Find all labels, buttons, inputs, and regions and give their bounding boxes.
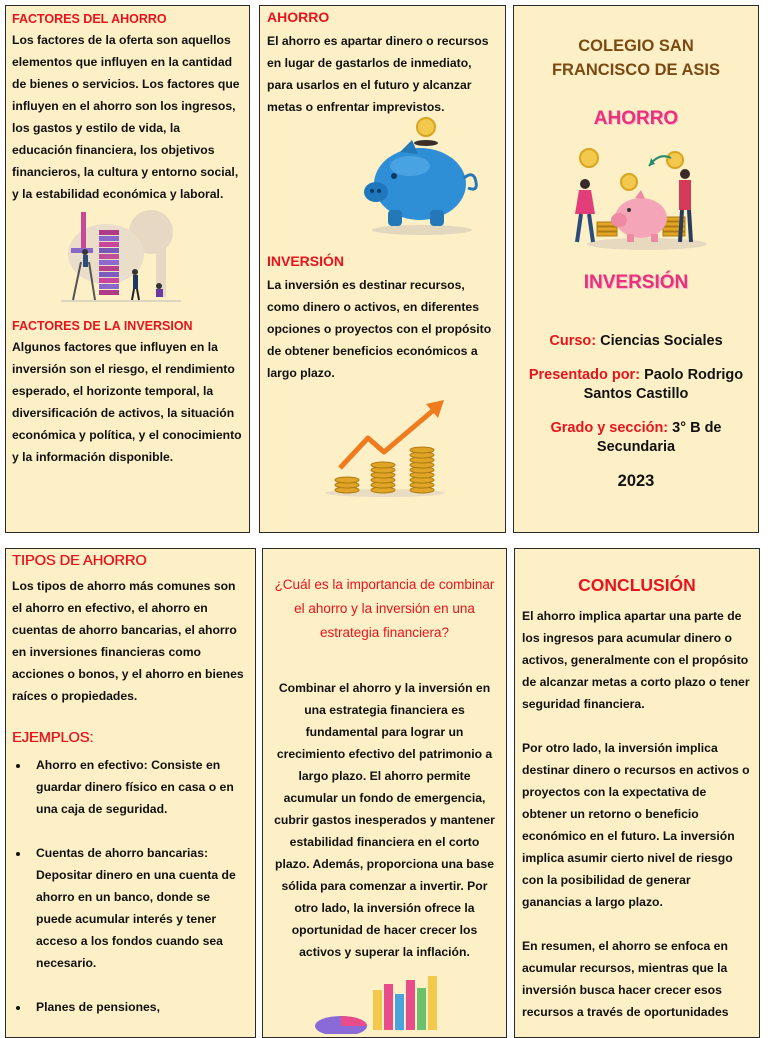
growth-coins-illustration — [320, 398, 450, 498]
cover-word-inversion: INVERSIÓN — [583, 272, 689, 293]
jenga-illustration — [61, 202, 191, 307]
bar-chart-illustration — [311, 974, 451, 1034]
course-line — [522, 332, 750, 351]
presented-by-label: Presentado por: — [528, 367, 641, 383]
text-inversion: La inversión es destinar recursos, como dinero o activos, en diferentes opciones o proyectos con el propósito de obtener beneficios económicos a largo plazo. — [267, 278, 492, 380]
conclusion-p1: El ahorro implica apartar una parte de los ingresos para acumular dinero o activos, generalmente con el propósito de alcanzar metas a corto plazo o tener seguridad financiera. — [522, 609, 750, 711]
title-factores-ahorro: FACTORES DEL AHORRO — [12, 12, 167, 26]
text-factores-inversion: Algunos factores que influyen en la inversión son el riesgo, el rendimiento esperado, el horizonte temporal, la diversificación de activos, la situación económica y política, y el conocimiento y la información disponible. — [12, 340, 242, 464]
text-tipos-ahorro: Los tipos de ahorro más comunes son el ahorro en efectivo, el ahorro en cuentas de ahorro bancarias, el ahorro en inversiones financieras como acciones o bonos, y el ahorro en bienes raíces o propiedades. — [12, 579, 244, 703]
question-title: ¿Cuál es la importancia de combinar el ahorro y la inversión en una estrategia financiera? — [274, 577, 495, 640]
conclusion-p2: Por otro lado, la inversión implica destinar dinero o recursos en activos o proyectos con la expectativa de obtener un retorno o beneficio económico en el futuro. La inversión implica asumir cierto nivel de riesgo con la posibilidad de generar ganancias a largo plazo. — [522, 741, 750, 909]
piggy-bank-illustration — [360, 114, 490, 239]
example-item: • Cuentas de ahorro bancarias: Depositar dinero en una cuenta de ahorro en un banco, donde se puede acumular interés y tener acceso a los fondos cuando sea necesario. — [30, 842, 249, 974]
cover-word-ahorro: AHORRO — [593, 108, 679, 129]
title-ejemplos: EJEMPLOS: — [12, 730, 94, 746]
school-name: COLEGIO SAN FRANCISCO DE ASIS — [551, 37, 721, 79]
presented-by-value: Paolo Rodrigo Santos Castillo — [583, 367, 744, 402]
conclusion-title: CONCLUSIÓN — [578, 575, 696, 595]
panel-definitions — [259, 5, 506, 533]
presented-by-line — [522, 366, 750, 404]
course-value: Ciencias Sociales — [600, 333, 723, 349]
examples-list — [12, 754, 249, 1018]
grade-label: Grado y sección: — [550, 420, 669, 436]
panel-conclusion — [514, 548, 760, 1038]
panel-question — [262, 548, 507, 1038]
grade-line — [522, 419, 750, 457]
panel-cover — [513, 5, 759, 533]
savings-illustration — [559, 144, 709, 256]
question-answer: Combinar el ahorro y la inversión en una estrategia financiera es fundamental para lograr un crecimiento efectivo del patrimonio a largo plazo. El ahorro permite acumular un fondo de emergencia, cubrir gastos inesperados y mantener estabilidad financiera en el corto plazo. Además, proporciona una base sólida para comenzar a invertir. Por otro lado, la inversión ofrece la oportunidad de hacer crecer los activos y superar la inflación. — [274, 681, 495, 959]
text-factores-ahorro: Los factores de la oferta son aquellos elementos que influyen en la cantidad de bienes o servicios. Los factores que influyen en el ahorro son los ingresos, los gastos y estilo de vida, la educación financiera, los objetivos financieros, la cultura y entorno social, y la estabilidad económica y laboral. — [12, 33, 240, 201]
year: 2023 — [617, 472, 655, 490]
conclusion-p3: En resumen, el ahorro se enfoca en acumular recursos, mientras que la inversión busca hacer crecer esos recursos a través de oportunidades — [522, 939, 729, 1019]
title-inversion: INVERSIÓN — [267, 253, 345, 269]
course-label: Curso: — [549, 333, 597, 349]
example-item: • Ahorro en efectivo: Consiste en guardar dinero físico en casa o en una caja de seguridad. — [30, 754, 249, 820]
title-tipos-ahorro: TIPOS DE AHORRO — [12, 553, 147, 569]
title-ahorro: AHORRO — [267, 9, 330, 25]
text-ahorro: El ahorro es apartar dinero o recursos en lugar de gastarlos de inmediato, para usarlos en el futuro y alcanzar metas o enfrentar imprevistos. — [267, 34, 489, 114]
grade-value: 3° B de Secundaria — [596, 420, 722, 455]
example-item: • Planes de pensiones, — [30, 996, 249, 1018]
panel-tipos — [5, 548, 256, 1038]
panel-factors — [5, 5, 250, 533]
title-factores-inversion: FACTORES DE LA INVERSION — [12, 319, 193, 333]
